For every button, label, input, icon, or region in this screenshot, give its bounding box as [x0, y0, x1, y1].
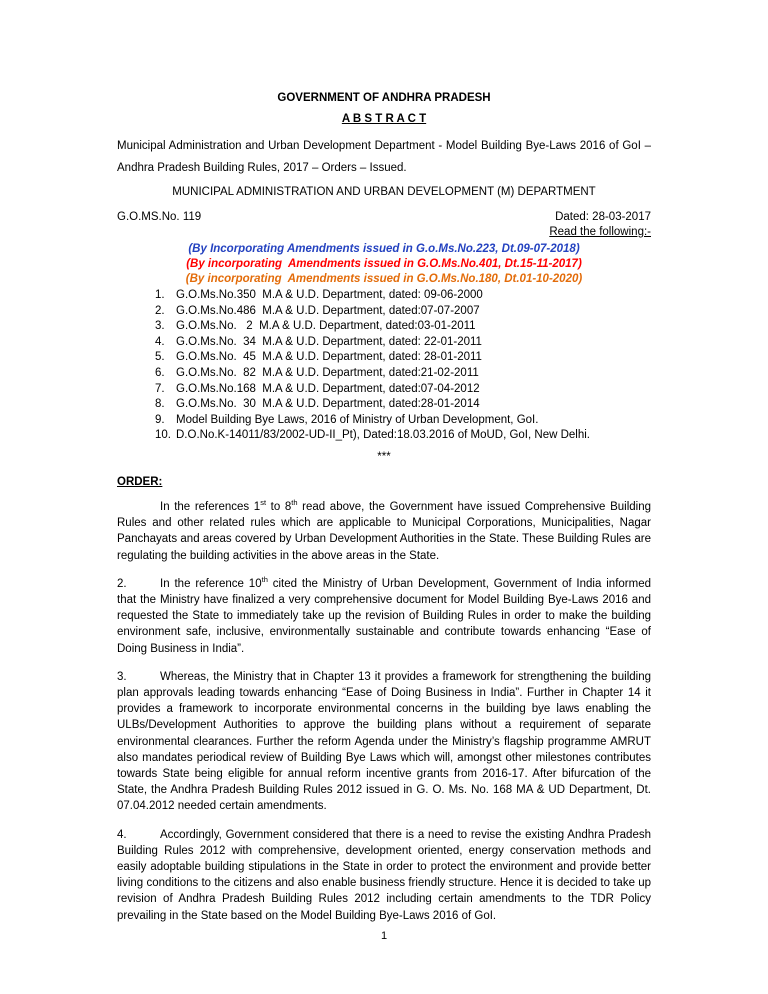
reference-number: 10. [155, 429, 171, 442]
amendment-notes [117, 242, 651, 287]
amendment-note-blue: (By Incorporating Amendments issued in G.o.Ms.No.223, Dt.09-07-2018) [188, 243, 580, 255]
reference-number: 9. [155, 413, 165, 426]
order-paragraph-1 [117, 499, 651, 564]
separator-stars: *** [377, 450, 391, 463]
reference-number: 3. [155, 320, 165, 333]
reference-number: 1. [155, 289, 165, 301]
reference-item [155, 366, 651, 382]
reference-text: D.O.No.K-14011/83/2002-UD-II_Pt), Dated:18.03.2016 of MoUD, GoI, New Delhi. [176, 429, 590, 442]
order-paragraph-4 [117, 827, 651, 924]
subject-paragraph: Municipal Administration and Urban Development Department - Model Building Bye-Laws 2016 of GoI – Andhra Pradesh Building Rules, 2017 – Orders – Issued. [117, 140, 651, 174]
reference-text: G.O.Ms.No. 2 M.A & U.D. Department, dated:03-01-2011 [176, 320, 476, 333]
reference-number: 7. [155, 382, 165, 395]
paragraph-text: cited the Ministry of Urban Development, Government of India informed that the Ministry have finalized a very comprehensive document for Model Building Bye-Laws 2016 and requested the State to immediately take up the revision of Building Rules in order to make the building environment safe, inclusive, environmentally sustainable and contribute towards enhancing “Ease of Doing Business in India”. [117, 577, 651, 655]
paragraph-text: Accordingly, Government considered that there is a need to revise the existing Andhra Pradesh Building Rules 2012 with comprehensive, development oriented, energy conservation methods and easily adoptable building stipulations in the State in order to protect the environment and provide better living conditions to the citizens and also enable business friendly structure. Hence it is decided to take up revision of Andhra Pradesh Building Rules 2012 including certain amendments to the TDR Policy prevailing in the State based on the Model Building Bye-Laws 2016 of GoI. [117, 828, 651, 922]
dated-label: Dated: 28-03-2017 [555, 211, 651, 223]
order-heading-text: ORDER: [117, 475, 163, 488]
reference-item [155, 428, 651, 444]
go-number: G.O.MS.No. 119 [117, 211, 202, 223]
reference-text: Model Building Bye Laws, 2016 of Ministry of Urban Development, GoI. [176, 413, 539, 426]
reference-number: 4. [155, 335, 165, 348]
go-number-row [117, 209, 651, 225]
abstract-heading-text: A B S T R A C T [341, 113, 427, 125]
reference-text: G.O.Ms.No. 45 M.A & U.D. Department, dated: 28-01-2011 [176, 351, 482, 364]
paragraph-text: read above, the Government have issued Comprehensive Building Rules and other related rules which are applicable to Municipal Corporations, Municipalities, Nagar Panchayats and areas covered by Urban Development Authorities in the State. These Building Rules are regulating the building activities in the above areas in the State. [117, 500, 651, 562]
amendment-note-red: (By incorporating Amendments issued in G.O.Ms.No.401, Dt.15-11-2017) [186, 258, 582, 270]
ordinal-suffix: th [291, 498, 298, 508]
government-title: GOVERNMENT OF ANDHRA PRADESH [277, 92, 491, 104]
reference-item [155, 335, 651, 351]
reference-item [155, 382, 651, 398]
amendment-note-orange: (By incorporating Amendments issued in G.O.Ms.No.180, Dt.01-10-2020) [185, 273, 583, 285]
paragraph-text: In the reference 10 [160, 577, 262, 590]
reference-text: G.O.Ms.No.168 M.A & U.D. Department, dated:07-04-2012 [176, 382, 480, 395]
paragraph-text: Whereas, the Ministry that in Chapter 13 it provides a framework for strengthening the building plan approvals leading towards enhancing “Ease of Doing Business in India”. Further in Chapter 14 it provides a framework to incorporate environmental concerns in the building bye laws enabling the ULBs/Development Authorities to approve the building plans without a requirement of separate environmental clearances. Further the reform Agenda under the Ministry’s flagship programme AMRUT also mandates periodical review of Building Bye Laws which will, amongst other milestones contributes towards State being eligible for annual reform incentive grants from 2016-17. After bifurcation of the State, the Andhra Pradesh Building Rules 2012 issued in G. O. Ms. No. 168 MA & UD Department, Dt. 07.04.2012 needed certain amendments. [117, 670, 651, 813]
order-heading [117, 474, 651, 490]
ordinal-suffix: st [260, 498, 267, 508]
page-number: 1 [380, 930, 388, 942]
read-following [117, 225, 651, 240]
paragraph-number: 3. [117, 670, 127, 683]
read-following-text: Read the following:- [549, 226, 651, 238]
reference-number: 6. [155, 366, 165, 379]
reference-number: 2. [155, 304, 165, 317]
reference-item [155, 397, 651, 413]
reference-text: G.O.Ms.No. 82 M.A & U.D. Department, dated:21-02-2011 [176, 366, 479, 379]
paragraph-number: 4. [117, 828, 127, 841]
order-paragraph-2 [117, 576, 651, 657]
references-list [155, 288, 651, 444]
reference-item [155, 288, 651, 304]
ordinal-suffix: th [261, 574, 268, 584]
reference-item [155, 304, 651, 320]
paragraph-text: to 8 [266, 500, 292, 513]
reference-item [155, 350, 651, 366]
reference-number: 5. [155, 351, 165, 364]
paragraph-text: In the references 1 [160, 500, 261, 513]
reference-text: G.O.Ms.No. 30 M.A & U.D. Department, dated:28-01-2014 [176, 398, 480, 411]
abstract-heading [117, 113, 651, 125]
reference-number: 8. [155, 398, 165, 411]
reference-text: G.O.Ms.No.486 M.A & U.D. Department, dated:07-07-2007 [176, 304, 480, 317]
reference-text: G.O.Ms.No.350 M.A & U.D. Department, dated: 09-06-2000 [176, 289, 483, 301]
reference-item [155, 319, 651, 335]
order-paragraph-3 [117, 669, 651, 815]
reference-text: G.O.Ms.No. 34 M.A & U.D. Department, dated: 22-01-2011 [176, 335, 482, 348]
reference-item [155, 413, 651, 429]
paragraph-number: 2. [117, 577, 127, 590]
department-heading: MUNICIPAL ADMINISTRATION AND URBAN DEVELOPMENT (M) DEPARTMENT [172, 186, 596, 198]
